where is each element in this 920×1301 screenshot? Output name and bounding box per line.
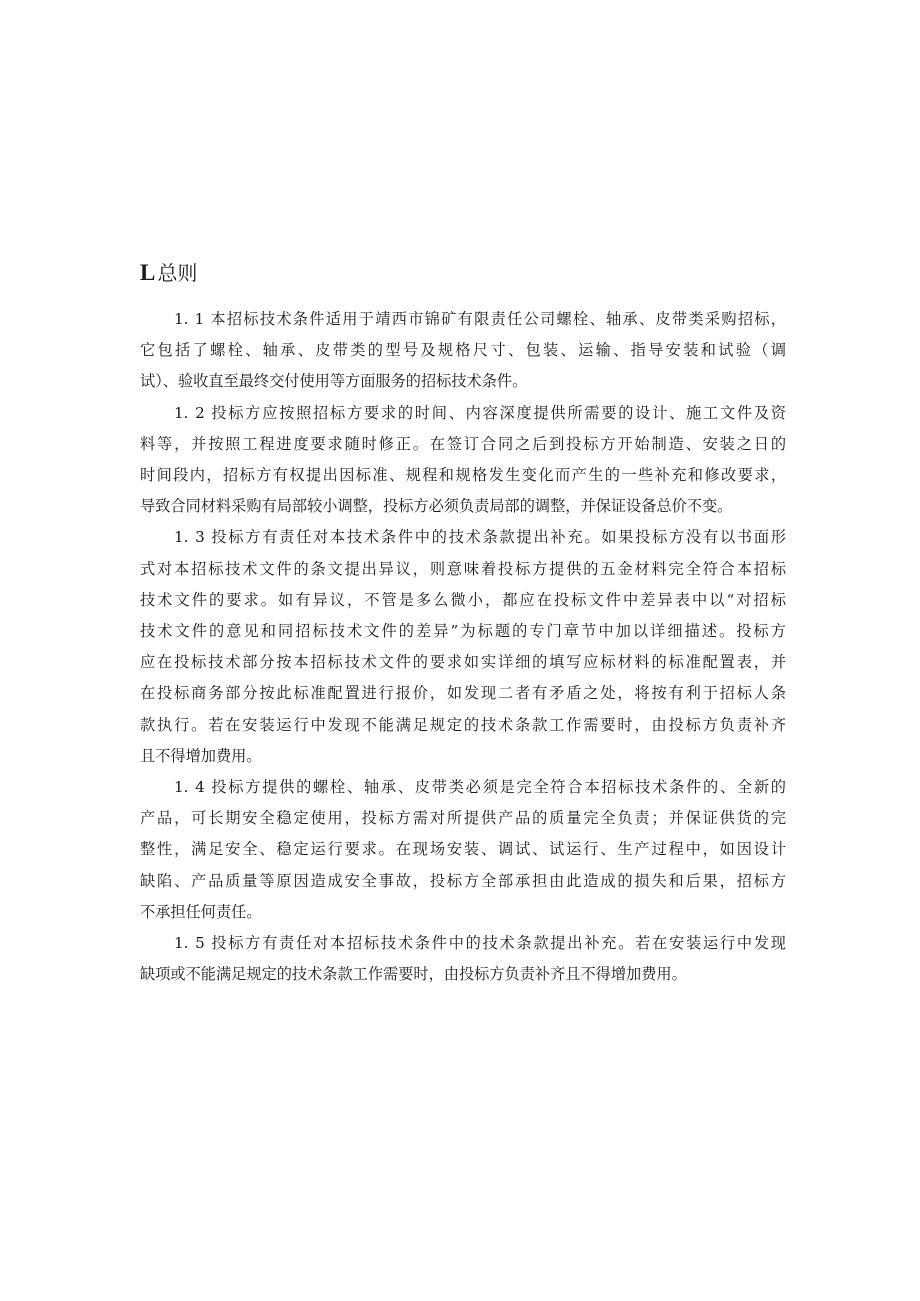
paragraph-line: 1. 2 投标方应按照招标方要求的时间、内容深度提供所需要的设计、施工文件及资: [174, 403, 786, 422]
paragraph-line: 式对本招标技术文件的条文提出异议，则意味着投标方提供的五金材料完全符合本招标: [140, 559, 786, 578]
paragraph-line: 应在投标技术部分按本招标技术文件的要求如实详细的填写应标材料的标准配置表，并: [140, 653, 786, 672]
paragraph-line: 缺陷、产品质量等原因造成安全事故，投标方全部承担由此造成的损失和后果，招标方: [140, 871, 786, 890]
paragraph-line: 技术文件的意见和同招标技术文件的差异”为标题的专门章节中加以详细描述。投标方: [140, 622, 786, 641]
paragraph-line: 导致合同材料采购有局部较小调整，投标方必须负责局部的调整，并保证设备总价不变。: [140, 497, 733, 516]
paragraph-line: 1. 3 投标方有责任对本技术条件中的技术条款提出补充。如果投标方没有以书面形: [174, 528, 786, 547]
paragraph-line: 时间段内，招标方有权提出因标准、规程和规格发生变化而产生的一些补充和修改要求，: [140, 466, 786, 485]
paragraph-line: 1. 1 本招标技术条件适用于靖西市锦矿有限责任公司螺栓、轴承、皮带类采购招标，: [174, 310, 786, 328]
paragraph-line: 料等，并按照工程进度要求随时修正。在签订合同之后到投标方开始制造、安装之日的: [140, 434, 786, 453]
paragraph-line: 在投标商务部分按此标准配置进行报价，如发现二者有矛盾之处，将按有利于招标人条: [140, 684, 786, 703]
paragraph-2: [140, 398, 786, 523]
section-heading: [140, 258, 197, 288]
paragraph-line: 它包括了螺栓、轴承、皮带类的型号及规格尺寸、包装、运输、指导安装和试验（调: [140, 341, 786, 360]
paragraph-line: 缺项或不能满足规定的技术条款工作需要时，由投标方负责补齐且不得增加费用。: [140, 965, 687, 984]
section-title: 总则: [157, 261, 198, 285]
paragraph-4: [140, 772, 786, 928]
paragraph-5: [140, 928, 786, 990]
paragraph-line: 1. 5 投标方有责任对本招标技术条件中的技术条款提出补充。若在安装运行中发现: [174, 934, 786, 953]
paragraph-line: 技术文件的要求。如有异议，不管是多么微小，都应在投标文件中差异表中以“对招标: [140, 590, 786, 609]
paragraph-line: 产品，可长期安全稳定使用，投标方需对所提供产品的质量完全负责；并保证供货的完: [140, 809, 786, 828]
document-body: [140, 304, 786, 990]
paragraph-line: 整性，满足安全、稳定运行要求。在现场安装、调试、试运行、生产过程中，如因设计: [140, 840, 786, 859]
paragraph-line: 款执行。若在安装运行中发现不能满足规定的技术条款工作需要时，由投标方负责补齐: [140, 715, 786, 734]
paragraph-1: [140, 304, 786, 398]
paragraph-line: 1. 4 投标方提供的螺栓、轴承、皮带类必须是完全符合本招标技术条件的、全新的: [174, 778, 786, 797]
paragraph-line: 试）、验收直至最终交付使用等方面服务的招标技术条件。: [140, 372, 528, 391]
paragraph-3: [140, 522, 786, 772]
section-number: L: [140, 260, 156, 285]
paragraph-line: 且不得增加费用。: [140, 746, 262, 765]
paragraph-line: 不承担任何责任。: [140, 902, 262, 921]
